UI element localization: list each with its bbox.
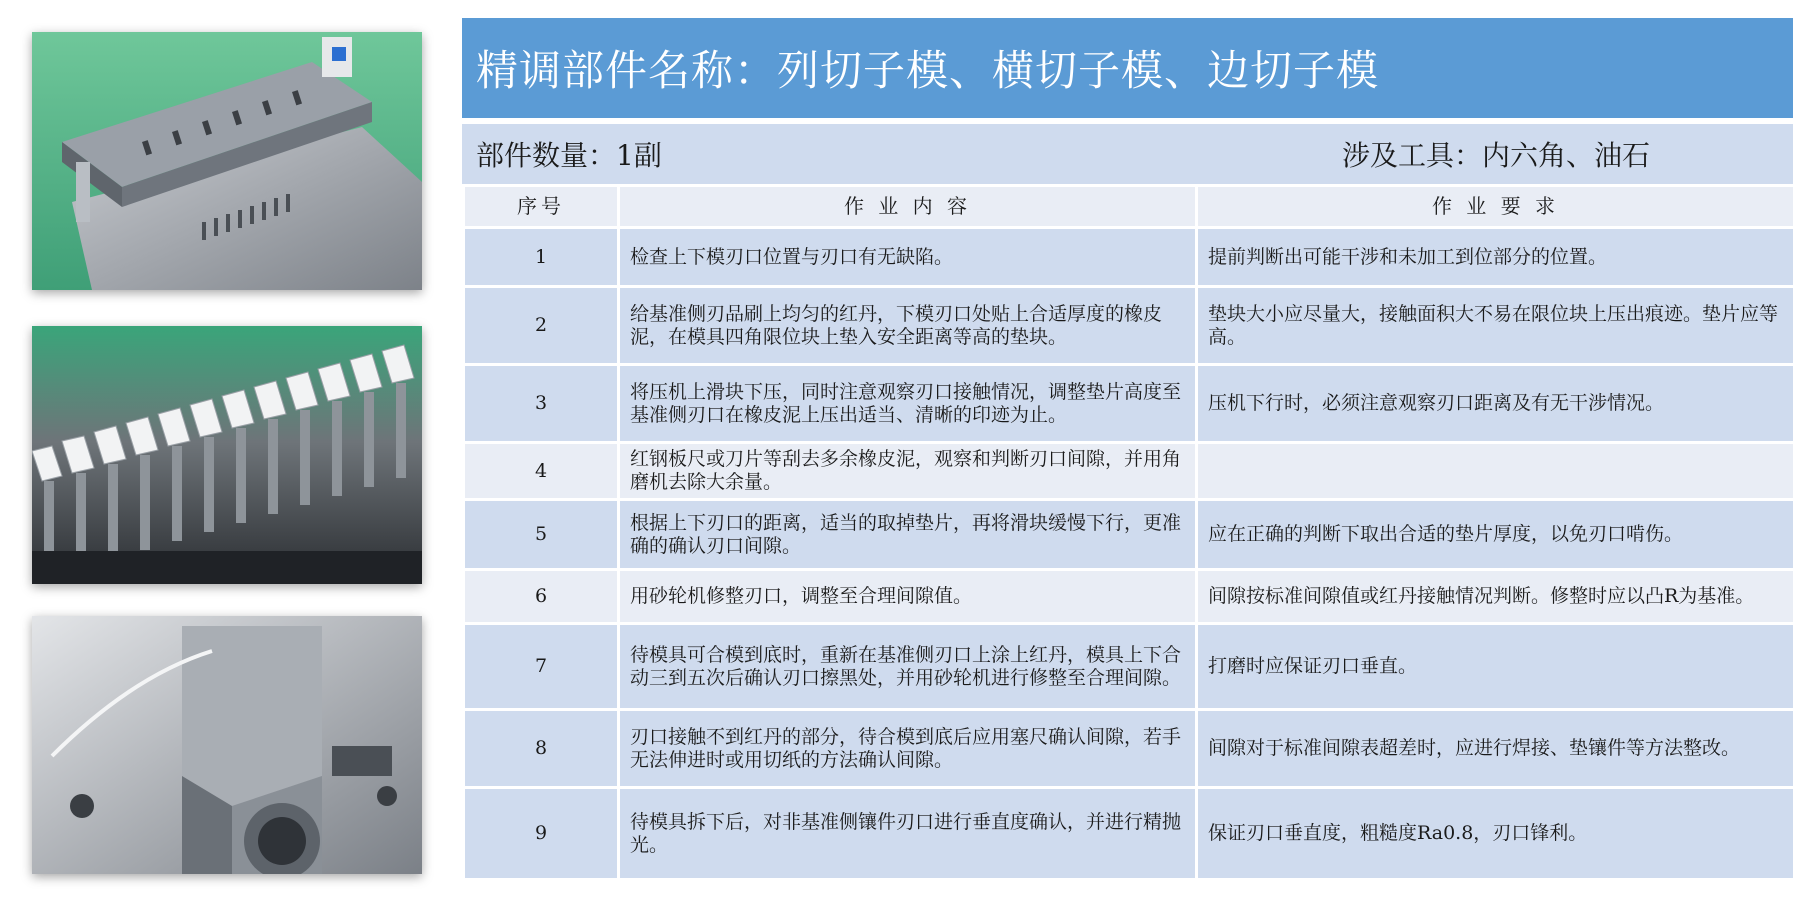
row-no: 3 xyxy=(464,365,619,443)
table-row xyxy=(464,788,1793,880)
punch-row-photo xyxy=(32,326,422,584)
instruction-table xyxy=(462,184,1793,881)
row-content: 红钢板尺或刀片等刮去多余橡皮泥，观察和判断刃口间隙，并用角磨机去除大余量。 xyxy=(619,443,1197,500)
row-no: 9 xyxy=(464,788,619,880)
row-no: 7 xyxy=(464,624,619,710)
row-content: 刃口接触不到红丹的部分，待合模到底后应用塞尺确认间隙，若手无法伸进时或用切纸的方法确认间隙。 xyxy=(619,710,1197,788)
row-content: 检查上下模刃口位置与刃口有无缺陷。 xyxy=(619,228,1197,287)
row-requirement xyxy=(1197,443,1793,500)
row-no: 6 xyxy=(464,570,619,624)
row-content: 给基准侧刃品刷上均匀的红丹，下模刃口处贴上合适厚度的橡皮泥，在模具四角限位块上垫入安全距离等高的垫块。 xyxy=(619,287,1197,365)
header-content: 作 业 内 容 xyxy=(619,186,1197,228)
row-requirement: 提前判断出可能干涉和未加工到位部分的位置。 xyxy=(1197,228,1793,287)
row-content: 待模具可合模到底时，重新在基准侧刃口上涂上红丹，模具上下合动三到五次后确认刃口擦黑处，并用砂轮机进行修整至合理间隙。 xyxy=(619,624,1197,710)
page-title: 精调部件名称：列切子模、横切子模、边切子模 xyxy=(462,18,1793,118)
row-content: 用砂轮机修整刃口，调整至合理间隙值。 xyxy=(619,570,1197,624)
work-instruction-panel xyxy=(462,18,1793,881)
die-detail-photo xyxy=(32,616,422,874)
table-row xyxy=(464,624,1793,710)
row-requirement: 垫块大小应尽量大，接触面积大不易在限位块上压出痕迹。垫片应等高。 xyxy=(1197,287,1793,365)
table-row xyxy=(464,287,1793,365)
header-no: 序号 xyxy=(464,186,619,228)
row-no: 5 xyxy=(464,500,619,570)
row-requirement: 间隙按标准间隙值或红丹接触情况判断。修整时应以凸R为基准。 xyxy=(1197,570,1793,624)
info-bar xyxy=(462,124,1793,184)
table-row xyxy=(464,500,1793,570)
row-no: 4 xyxy=(464,443,619,500)
row-requirement: 应在正确的判断下取出合适的垫片厚度，以免刃口啃伤。 xyxy=(1197,500,1793,570)
row-requirement: 间隙对于标准间隙表超差时，应进行焊接、垫镶件等方法整改。 xyxy=(1197,710,1793,788)
row-requirement: 压机下行时，必须注意观察刃口距离及有无干涉情况。 xyxy=(1197,365,1793,443)
part-count: 部件数量：1副 xyxy=(476,139,662,172)
table-row xyxy=(464,570,1793,624)
tools-used: 涉及工具：内六角、油石 xyxy=(1342,139,1651,172)
row-no: 8 xyxy=(464,710,619,788)
table-header-row xyxy=(464,186,1793,228)
row-requirement: 保证刃口垂直度，粗糙度Ra0.8，刃口锋利。 xyxy=(1197,788,1793,880)
die-assembly-photo xyxy=(32,32,422,290)
row-requirement: 打磨时应保证刃口垂直。 xyxy=(1197,624,1793,710)
row-content: 根据上下刃口的距离，适当的取掉垫片，再将滑块缓慢下行，更准确的确认刃口间隙。 xyxy=(619,500,1197,570)
table-row xyxy=(464,443,1793,500)
row-no: 2 xyxy=(464,287,619,365)
table-row xyxy=(464,228,1793,287)
header-requirement: 作 业 要 求 xyxy=(1197,186,1793,228)
table-row xyxy=(464,365,1793,443)
row-no: 1 xyxy=(464,228,619,287)
row-content: 将压机上滑块下压，同时注意观察刃口接触情况，调整垫片高度至基准侧刃口在橡皮泥上压出适当、清晰的印迹为止。 xyxy=(619,365,1197,443)
row-content: 待模具拆下后，对非基准侧镶件刃口进行垂直度确认，并进行精抛光。 xyxy=(619,788,1197,880)
table-row xyxy=(464,710,1793,788)
